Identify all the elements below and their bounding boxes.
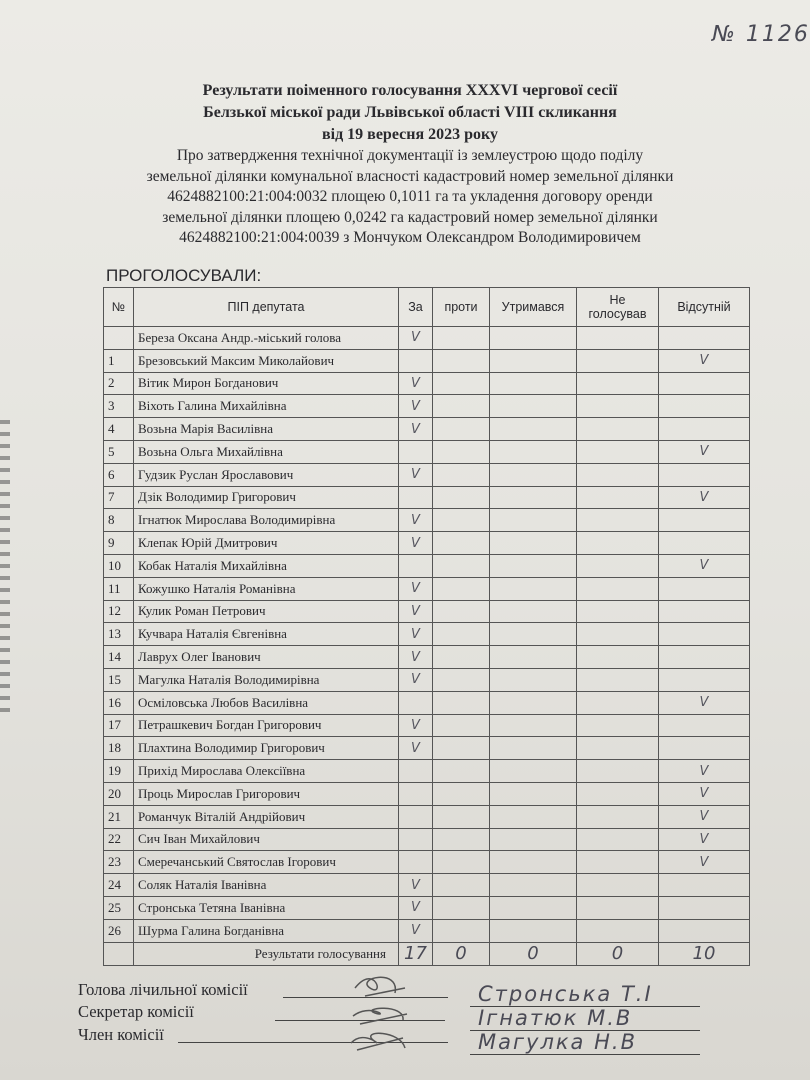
- vote-abstained-mark: [490, 760, 577, 783]
- deputy-name: Кулик Роман Петрович: [134, 600, 399, 623]
- table-row: [104, 851, 750, 874]
- vote-not-voted-mark: [577, 874, 659, 897]
- handwritten-signatures-image: [345, 958, 425, 1058]
- vote-for-mark: [399, 805, 433, 828]
- vote-absent-mark: V: [659, 760, 750, 783]
- row-number: 14: [104, 646, 134, 669]
- vote-for-mark: V: [399, 372, 433, 395]
- signature-line: [470, 1054, 700, 1055]
- result-against: 0: [433, 942, 490, 965]
- results-empty-cell: [104, 942, 134, 965]
- table-row: [104, 554, 750, 577]
- vote-against-mark: [433, 395, 490, 418]
- vote-not-voted-mark: [577, 486, 659, 509]
- vote-abstained-mark: [490, 532, 577, 555]
- vote-abstained-mark: [490, 851, 577, 874]
- vote-abstained-mark: [490, 509, 577, 532]
- table-body: [104, 327, 750, 943]
- table-row: [104, 577, 750, 600]
- table-row: [104, 691, 750, 714]
- vote-not-voted-mark: [577, 805, 659, 828]
- vote-absent-mark: [659, 714, 750, 737]
- vote-absent-mark: V: [659, 486, 750, 509]
- subject-line: земельної ділянки комунальної власності кадастровий номер земельної ділянки: [146, 167, 674, 185]
- vote-for-mark: [399, 691, 433, 714]
- deputy-name: Кобак Наталія Михайлівна: [134, 554, 399, 577]
- result-absent: 10: [659, 942, 750, 965]
- vote-not-voted-mark: [577, 646, 659, 669]
- row-number: 13: [104, 623, 134, 646]
- deputy-name: Шурма Галина Богданівна: [134, 919, 399, 942]
- deputy-name: Смеречанський Святослав Ігорович: [134, 851, 399, 874]
- vote-against-mark: [433, 486, 490, 509]
- header-line-2: Белзької міської ради Львівської області VIII скликання: [203, 104, 617, 121]
- vote-absent-mark: V: [659, 851, 750, 874]
- row-number: 5: [104, 440, 134, 463]
- vote-abstained-mark: [490, 668, 577, 691]
- header-line-1: Результати поіменного голосування XXXVI чергової сесії: [202, 82, 618, 99]
- vote-for-mark: [399, 782, 433, 805]
- vote-against-mark: [433, 714, 490, 737]
- subject-line: 4624882100:21:004:0032 площею 0,1011 га та укладення договору оренди: [167, 188, 653, 205]
- result-for: 17: [399, 942, 433, 965]
- vote-abstained-mark: [490, 327, 577, 350]
- vote-against-mark: [433, 919, 490, 942]
- vote-abstained-mark: [490, 714, 577, 737]
- row-number: 4: [104, 418, 134, 441]
- table-row: [104, 668, 750, 691]
- vote-absent-mark: [659, 874, 750, 897]
- vote-for-mark: V: [399, 509, 433, 532]
- vote-for-mark: V: [399, 896, 433, 919]
- deputy-name: Проць Мирослав Григорович: [134, 782, 399, 805]
- vote-absent-mark: V: [659, 691, 750, 714]
- row-number: 25: [104, 896, 134, 919]
- row-number: 26: [104, 919, 134, 942]
- deputy-name: Стронська Тетяна Іванівна: [134, 896, 399, 919]
- vote-against-mark: [433, 509, 490, 532]
- vote-against-mark: [433, 760, 490, 783]
- vote-abstained-mark: [490, 463, 577, 486]
- vote-not-voted-mark: [577, 828, 659, 851]
- vote-for-mark: [399, 554, 433, 577]
- row-number: 23: [104, 851, 134, 874]
- vote-against-mark: [433, 737, 490, 760]
- vote-for-mark: [399, 760, 433, 783]
- deputy-name: Ігнатюк Мирослава Володимирівна: [134, 509, 399, 532]
- vote-against-mark: [433, 874, 490, 897]
- vote-against-mark: [433, 554, 490, 577]
- vote-against-mark: [433, 372, 490, 395]
- table-row: [104, 896, 750, 919]
- table-header-row: [104, 288, 750, 327]
- deputy-name: Романчук Віталій Андрійович: [134, 805, 399, 828]
- table-row: [104, 874, 750, 897]
- vote-abstained-mark: [490, 896, 577, 919]
- vote-absent-mark: [659, 646, 750, 669]
- col-header-against: проти: [433, 288, 490, 327]
- vote-absent-mark: [659, 372, 750, 395]
- vote-not-voted-mark: [577, 760, 659, 783]
- table-row: [104, 919, 750, 942]
- table-row: [104, 532, 750, 555]
- col-header-abstained: Утримався: [490, 288, 577, 327]
- vote-abstained-mark: [490, 372, 577, 395]
- vote-absent-mark: [659, 896, 750, 919]
- vote-abstained-mark: [490, 486, 577, 509]
- vote-not-voted-mark: [577, 600, 659, 623]
- vote-abstained-mark: [490, 646, 577, 669]
- vote-absent-mark: V: [659, 554, 750, 577]
- vote-against-mark: [433, 577, 490, 600]
- vote-absent-mark: [659, 577, 750, 600]
- vote-against-mark: [433, 805, 490, 828]
- row-number: 7: [104, 486, 134, 509]
- deputy-name: Прихід Мирослава Олексіївна: [134, 760, 399, 783]
- table-row: [104, 349, 750, 372]
- vote-for-mark: V: [399, 646, 433, 669]
- vote-for-mark: V: [399, 600, 433, 623]
- vote-not-voted-mark: [577, 418, 659, 441]
- vote-absent-mark: [659, 327, 750, 350]
- table-row: [104, 440, 750, 463]
- vote-absent-mark: [659, 600, 750, 623]
- signature-role-member: Член комісії: [78, 1025, 164, 1044]
- vote-abstained-mark: [490, 737, 577, 760]
- vote-not-voted-mark: [577, 509, 659, 532]
- vote-for-mark: [399, 828, 433, 851]
- vote-not-voted-mark: [577, 532, 659, 555]
- vote-not-voted-mark: [577, 327, 659, 350]
- vote-absent-mark: V: [659, 828, 750, 851]
- vote-abstained-mark: [490, 919, 577, 942]
- vote-for-mark: V: [399, 874, 433, 897]
- vote-not-voted-mark: [577, 896, 659, 919]
- vote-absent-mark: [659, 532, 750, 555]
- row-number: 11: [104, 577, 134, 600]
- vote-abstained-mark: [490, 874, 577, 897]
- row-number: 17: [104, 714, 134, 737]
- row-number: [104, 327, 134, 350]
- table-row: [104, 714, 750, 737]
- row-number: 19: [104, 760, 134, 783]
- vote-absent-mark: V: [659, 440, 750, 463]
- row-number: 6: [104, 463, 134, 486]
- vote-abstained-mark: [490, 805, 577, 828]
- vote-absent-mark: V: [659, 782, 750, 805]
- vote-for-mark: V: [399, 327, 433, 350]
- vote-abstained-mark: [490, 554, 577, 577]
- header-date: від 19 вересня 2023 року: [322, 126, 498, 143]
- document-header: [80, 80, 740, 249]
- table-row: [104, 463, 750, 486]
- deputy-name: Петрашкевич Богдан Григорович: [134, 714, 399, 737]
- table-row: [104, 737, 750, 760]
- deputy-name: Лаврух Олег Іванович: [134, 646, 399, 669]
- col-header-absent: Відсутній: [659, 288, 750, 327]
- signature-name-member: Магулка Н.В: [478, 1030, 637, 1054]
- vote-absent-mark: V: [659, 805, 750, 828]
- vote-abstained-mark: [490, 600, 577, 623]
- row-number: 12: [104, 600, 134, 623]
- vote-against-mark: [433, 646, 490, 669]
- vote-not-voted-mark: [577, 691, 659, 714]
- vote-absent-mark: V: [659, 349, 750, 372]
- signature-role-secretary: Секретар комісії: [78, 1002, 194, 1021]
- vote-for-mark: V: [399, 623, 433, 646]
- deputy-name: Кожушко Наталія Романівна: [134, 577, 399, 600]
- vote-for-mark: V: [399, 714, 433, 737]
- table-row: [104, 646, 750, 669]
- table-row: [104, 623, 750, 646]
- vote-abstained-mark: [490, 623, 577, 646]
- row-number: 15: [104, 668, 134, 691]
- deputy-name: Кучвара Наталія Євгенівна: [134, 623, 399, 646]
- subject-line: Про затвердження технічної документації із землеустрою щодо поділу: [176, 147, 644, 164]
- row-number: 8: [104, 509, 134, 532]
- vote-not-voted-mark: [577, 440, 659, 463]
- row-number: 9: [104, 532, 134, 555]
- table-row: [104, 600, 750, 623]
- vote-not-voted-mark: [577, 349, 659, 372]
- vote-for-mark: [399, 349, 433, 372]
- vote-not-voted-mark: [577, 919, 659, 942]
- vote-absent-mark: [659, 623, 750, 646]
- vote-abstained-mark: [490, 782, 577, 805]
- vote-abstained-mark: [490, 828, 577, 851]
- vote-not-voted-mark: [577, 372, 659, 395]
- vote-absent-mark: [659, 668, 750, 691]
- signature-name-chair: Стронська Т.І: [478, 982, 653, 1006]
- row-number: 3: [104, 395, 134, 418]
- table-row: [104, 782, 750, 805]
- vote-against-mark: [433, 532, 490, 555]
- vote-absent-mark: [659, 418, 750, 441]
- voted-label: ПРОГОЛОСУВАЛИ:: [106, 266, 262, 285]
- table-row: [104, 486, 750, 509]
- vote-not-voted-mark: [577, 668, 659, 691]
- table-row: [104, 418, 750, 441]
- vote-against-mark: [433, 440, 490, 463]
- vote-against-mark: [433, 600, 490, 623]
- vote-for-mark: V: [399, 919, 433, 942]
- signature-name-secretary: Ігнатюк М.В: [478, 1006, 633, 1030]
- table-row: [104, 760, 750, 783]
- deputy-name: Магулка Наталія Володимирівна: [134, 668, 399, 691]
- vote-not-voted-mark: [577, 737, 659, 760]
- row-number: 20: [104, 782, 134, 805]
- vote-against-mark: [433, 668, 490, 691]
- deputy-name: Сич Іван Михайлович: [134, 828, 399, 851]
- signature-role-chair: Голова лічильної комісії: [78, 980, 248, 999]
- vote-absent-mark: [659, 919, 750, 942]
- result-abstained: 0: [490, 942, 577, 965]
- result-not-voted: 0: [577, 942, 659, 965]
- vote-against-mark: [433, 896, 490, 919]
- vote-not-voted-mark: [577, 554, 659, 577]
- table-row: [104, 828, 750, 851]
- vote-for-mark: V: [399, 418, 433, 441]
- row-number: 1: [104, 349, 134, 372]
- deputy-name: Брезовський Максим Миколайович: [134, 349, 399, 372]
- col-header-name: ПІП депутата: [134, 288, 399, 327]
- vote-not-voted-mark: [577, 623, 659, 646]
- row-number: 24: [104, 874, 134, 897]
- vote-against-mark: [433, 418, 490, 441]
- voting-table: [103, 287, 750, 966]
- row-number: 22: [104, 828, 134, 851]
- binder-holes: [0, 420, 10, 720]
- vote-against-mark: [433, 782, 490, 805]
- deputy-name: Клепак Юрій Дмитрович: [134, 532, 399, 555]
- table-row: [104, 395, 750, 418]
- table-row: [104, 327, 750, 350]
- vote-abstained-mark: [490, 418, 577, 441]
- vote-abstained-mark: [490, 349, 577, 372]
- vote-abstained-mark: [490, 691, 577, 714]
- deputy-name: Возьна Марія Василівна: [134, 418, 399, 441]
- vote-abstained-mark: [490, 395, 577, 418]
- vote-against-mark: [433, 691, 490, 714]
- vote-not-voted-mark: [577, 851, 659, 874]
- deputy-name: Соляк Наталія Іванівна: [134, 874, 399, 897]
- col-header-for: За: [399, 288, 433, 327]
- row-number: 2: [104, 372, 134, 395]
- vote-for-mark: [399, 851, 433, 874]
- deputy-name: Осміловська Любов Василівна: [134, 691, 399, 714]
- vote-absent-mark: [659, 737, 750, 760]
- vote-absent-mark: [659, 463, 750, 486]
- col-header-not-voted: Не голосував: [577, 288, 659, 327]
- table-row: [104, 509, 750, 532]
- deputy-name: Дзік Володимир Григорович: [134, 486, 399, 509]
- row-number: 21: [104, 805, 134, 828]
- deputy-name: Плахтина Володимир Григорович: [134, 737, 399, 760]
- col-header-number: №: [104, 288, 134, 327]
- vote-against-mark: [433, 463, 490, 486]
- vote-absent-mark: [659, 395, 750, 418]
- vote-against-mark: [433, 623, 490, 646]
- vote-absent-mark: [659, 509, 750, 532]
- vote-for-mark: V: [399, 463, 433, 486]
- deputy-name: Гудзик Руслан Ярославович: [134, 463, 399, 486]
- deputy-name: Береза Оксана Андр.-міський голова: [134, 327, 399, 350]
- vote-against-mark: [433, 349, 490, 372]
- results-row: [104, 942, 750, 965]
- table-row: [104, 805, 750, 828]
- vote-for-mark: V: [399, 668, 433, 691]
- vote-for-mark: V: [399, 532, 433, 555]
- row-number: 10: [104, 554, 134, 577]
- results-label: Результати голосування: [134, 942, 399, 965]
- deputy-name: Віхоть Галина Михайлівна: [134, 395, 399, 418]
- row-number: 16: [104, 691, 134, 714]
- vote-for-mark: [399, 440, 433, 463]
- subject-line: земельної ділянки площею 0,0242 га кадастровий номер земельної ділянки: [162, 208, 658, 226]
- vote-not-voted-mark: [577, 463, 659, 486]
- vote-against-mark: [433, 828, 490, 851]
- vote-for-mark: V: [399, 577, 433, 600]
- vote-abstained-mark: [490, 577, 577, 600]
- vote-abstained-mark: [490, 440, 577, 463]
- deputy-name: Возьна Ольга Михайлівна: [134, 440, 399, 463]
- vote-for-mark: V: [399, 395, 433, 418]
- vote-against-mark: [433, 327, 490, 350]
- vote-not-voted-mark: [577, 714, 659, 737]
- subject-line: 4624882100:21:004:0039 з Мончуком Олександром Володимировичем: [179, 229, 641, 246]
- vote-for-mark: [399, 486, 433, 509]
- vote-for-mark: V: [399, 737, 433, 760]
- handwritten-doc-number: № 1126: [712, 22, 810, 47]
- vote-not-voted-mark: [577, 395, 659, 418]
- deputy-name: Вітик Мирон Богданович: [134, 372, 399, 395]
- vote-against-mark: [433, 851, 490, 874]
- vote-not-voted-mark: [577, 577, 659, 600]
- table-row: [104, 372, 750, 395]
- vote-not-voted-mark: [577, 782, 659, 805]
- row-number: 18: [104, 737, 134, 760]
